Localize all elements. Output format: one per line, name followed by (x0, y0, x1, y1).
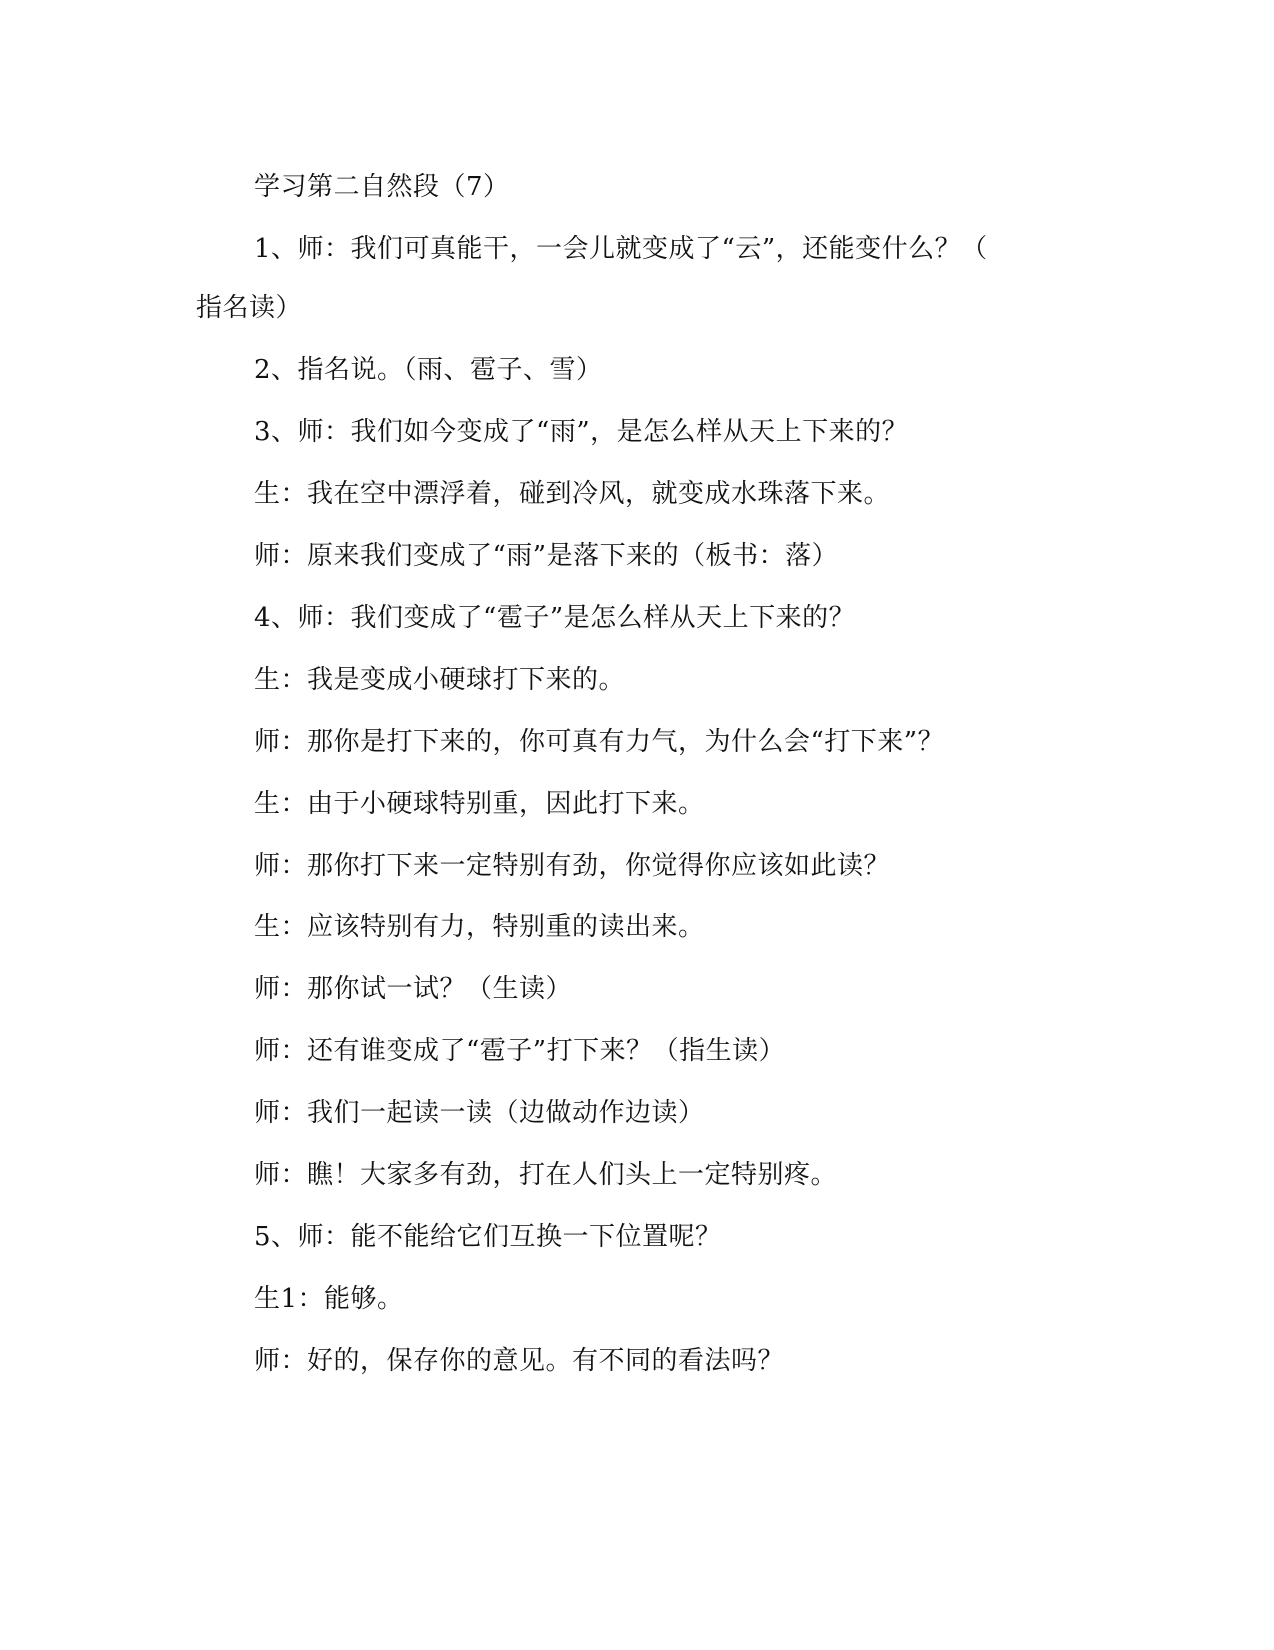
paragraph: 4、师：我们变成了“雹子”是怎么样从天上下来的？ (254, 603, 856, 633)
paragraph: 师：那你打下来一定特别有劲，你觉得你应该如此读？ (254, 851, 891, 881)
paragraph: 师：我们一起读一读（边做动作边读） (254, 1098, 705, 1128)
paragraph: 师：那你试一试？（生读） (254, 974, 573, 1004)
paragraph: 师：原来我们变成了“雨”是落下来的（板书：落） (254, 541, 839, 571)
paragraph: 生1：能够。 (254, 1284, 404, 1314)
paragraph: 生：由于小硬球特别重，因此打下来。 (254, 789, 705, 819)
paragraph: 1、师：我们可真能干，一会儿就变成了“云”，还能变什么？（ (254, 234, 988, 264)
section-heading: 学习第二自然段（7） (254, 172, 510, 202)
paragraph-continuation: 指名读） (196, 293, 303, 323)
paragraph: 生：我在空中漂浮着，碰到冷风，就变成水珠落下来。 (254, 479, 891, 509)
paragraph: 师：好的，保存你的意见。有不同的看法吗？ (254, 1346, 785, 1376)
paragraph: 师：瞧！大家多有劲，打在人们头上一定特别疼。 (254, 1160, 838, 1190)
paragraph: 生：我是变成小硬球打下来的。 (254, 665, 626, 695)
paragraph: 生：应该特别有力，特别重的读出来。 (254, 912, 705, 942)
paragraph: 2、指名说。（雨、雹子、雪） (254, 355, 603, 385)
paragraph: 5、师：能不能给它们互换一下位置呢？ (254, 1222, 722, 1252)
paragraph: 师：那你是打下来的，你可真有力气，为什么会“打下来”？ (254, 727, 945, 757)
paragraph: 3、师：我们如今变成了“雨”，是怎么样从天上下来的？ (254, 417, 909, 447)
paragraph: 师：还有谁变成了“雹子”打下来？（指生读） (254, 1036, 786, 1066)
